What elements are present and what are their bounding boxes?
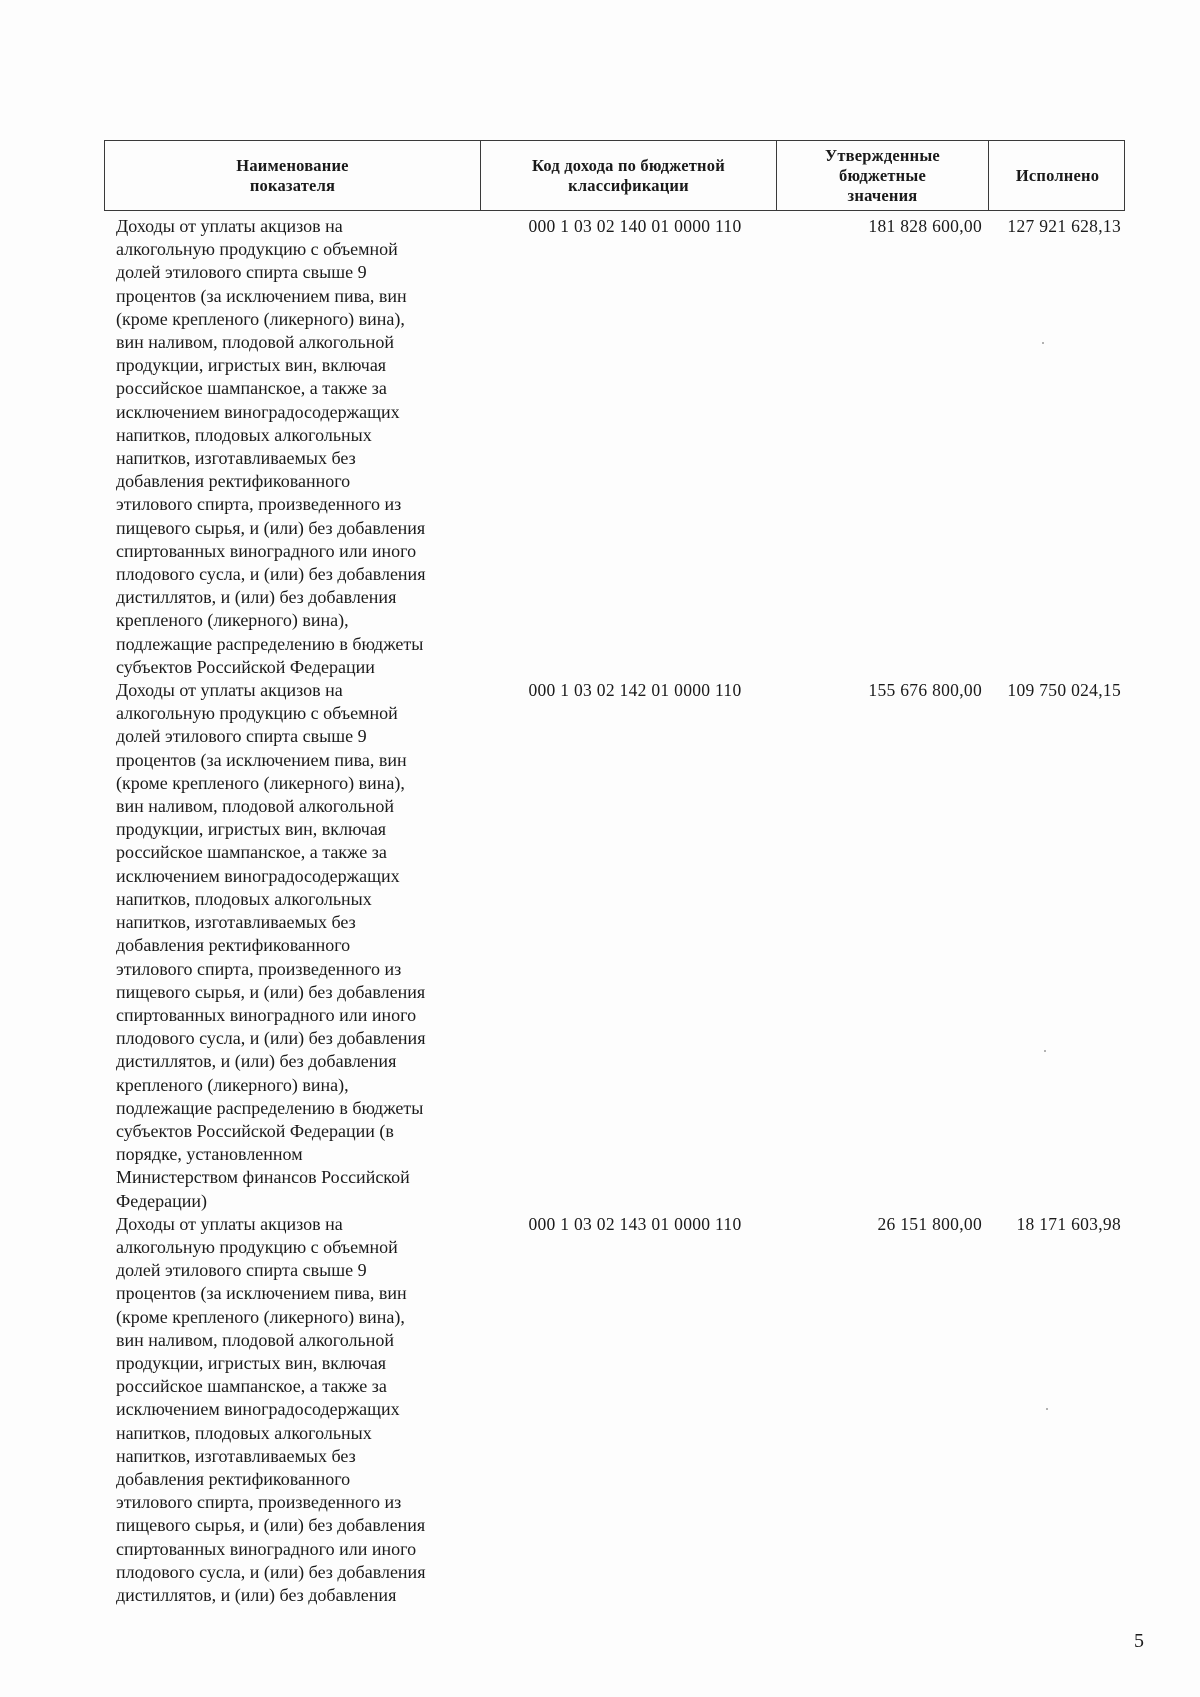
header-indicator-name: Наименование показателя	[105, 141, 481, 210]
scan-speck	[1044, 1050, 1046, 1052]
row-executed-value: 109 750 024,15	[1007, 680, 1121, 701]
row-revenue-code: 000 1 03 02 142 01 0000 110	[528, 680, 742, 701]
budget-revenue-table	[104, 140, 1125, 1607]
row-revenue-code: 000 1 03 02 143 01 0000 110	[528, 1213, 742, 1234]
table-row	[104, 1213, 1125, 1607]
header-executed: Исполнено	[1015, 165, 1100, 185]
row-executed-value: 127 921 628,13	[1007, 216, 1121, 236]
scan-speck	[1046, 1408, 1048, 1410]
row-indicator-name: Доходы от уплаты акцизов на алкогольную продукцию с объемной долей этилового спирта свыше 9 процентов (за исключением пива, вин (кроме крепленого (ликерного) вина), вин наливом, плодовой алкогольной продукции, игристых вин, включая российское шампанское, а также за исключением виноградосодержащих напитков, плодовых алкогольных напитков, изготавливаемых без добавления ректификованного этилового спирта, произведенного из пищевого сырья, и (или) без добавления спиртованных виноградного или иного плодового сусла, и (или) без добавления дистиллятов, и (или) без добавления крепленого (ликерного) вина), подлежащие распределению в бюджеты субъектов Российской Федерации	[116, 216, 426, 677]
page-number: 5	[1134, 1630, 1144, 1652]
header-revenue-code: Код дохода по бюджетной классификации	[481, 141, 777, 210]
row-indicator-name: Доходы от уплаты акцизов на алкогольную продукцию с объемной долей этилового спирта свыше 9 процентов (за исключением пива, вин (кроме крепленого (ликерного) вина), вин наливом, плодовой алкогольной продукции, игристых вин, включая российское шампанское, а также за исключением виноградосодержащих напитков, плодовых алкогольных напитков, изготавливаемых без добавления ректификованного этилового спирта, произведенного из пищевого сырья, и (или) без добавления спиртованных виноградного или иного плодового сусла, и (или) без добавления дистиллятов, и (или) без добавления	[116, 1213, 426, 1605]
row-approved-value: 26 151 800,00	[877, 1213, 982, 1234]
row-approved-value: 155 676 800,00	[868, 680, 982, 701]
table-header	[104, 140, 1125, 211]
row-approved-value: 181 828 600,00	[868, 216, 982, 236]
table-row	[104, 679, 1125, 1213]
header-approved-values: Утвержденные бюджетные значения	[777, 141, 989, 210]
row-revenue-code: 000 1 03 02 140 01 0000 110	[528, 216, 742, 236]
table-body	[104, 215, 1125, 1607]
row-indicator-name: Доходы от уплаты акцизов на алкогольную продукцию с объемной долей этилового спирта свыше 9 процентов (за исключением пива, вин (кроме крепленого (ликерного) вина), вин наливом, плодовой алкогольной продукции, игристых вин, включая российское шампанское, а также за исключением виноградосодержащих напитков, плодовых алкогольных напитков, изготавливаемых без добавления ректификованного этилового спирта, произведенного из пищевого сырья, и (или) без добавления спиртованных виноградного или иного плодового сусла, и (или) без добавления дистиллятов, и (или) без добавления крепленого (ликерного) вина), подлежащие распределению в бюджеты субъектов Российской Федерации (в порядке, установленном Министерством финансов Российской Федерации)	[116, 680, 426, 1211]
scan-speck	[1042, 342, 1044, 344]
table-row	[104, 215, 1125, 679]
row-executed-value: 18 171 603,98	[1016, 1213, 1121, 1234]
